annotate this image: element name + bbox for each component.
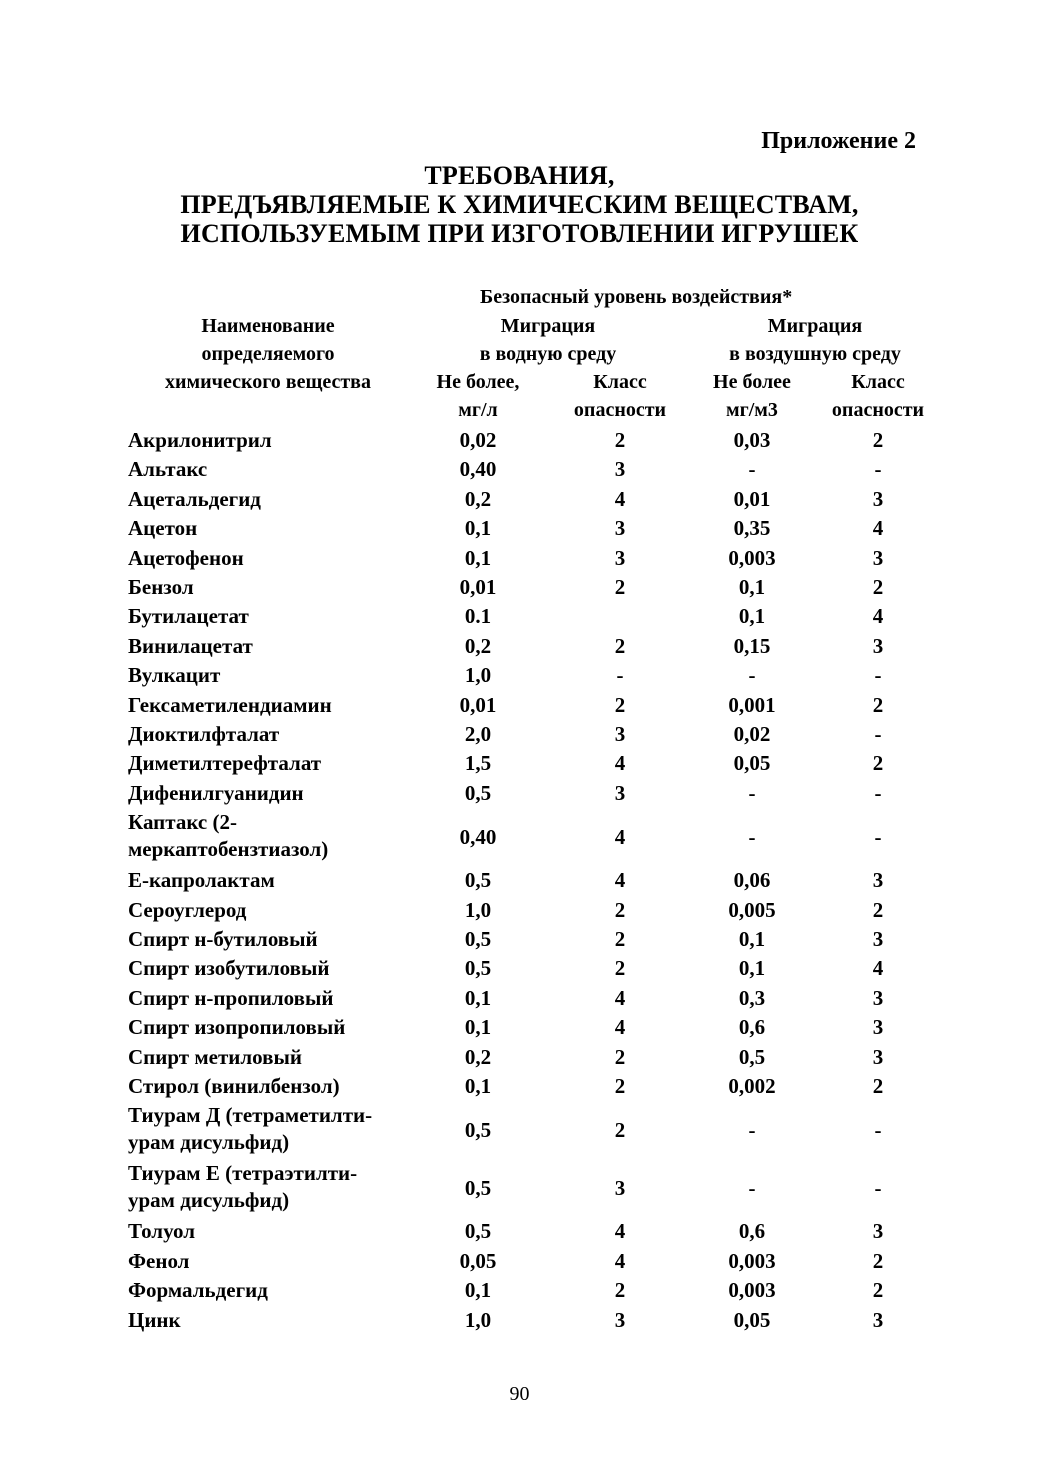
- air-class-value: 2: [872, 1278, 884, 1303]
- substance-name: [128, 427, 272, 454]
- air-limit-value: -: [748, 825, 756, 850]
- water-limit-value: 1,0: [464, 897, 492, 922]
- header-safe-level: Безопасный уровень воздействия*: [480, 286, 793, 308]
- water-class-value: 2: [614, 1074, 626, 1098]
- air-class-value: -: [874, 663, 882, 688]
- substance-name: [128, 750, 321, 777]
- table-row: [0, 926, 1039, 955]
- water-class-value: 2: [614, 633, 626, 658]
- water-limit-value: 0,2: [464, 1044, 492, 1069]
- air-limit-value: 0,1: [738, 927, 766, 951]
- water-limit-value: 0,01: [459, 692, 497, 717]
- substance-name-line: Тиурам Е (тетраэтилти-: [128, 1161, 358, 1186]
- water-class-value: 3: [614, 545, 626, 570]
- table-row: [0, 780, 1039, 809]
- water-class-value: 2: [614, 1044, 626, 1069]
- air-class-value: 2: [872, 751, 884, 776]
- table-row: [0, 721, 1039, 750]
- substance-name: [128, 1102, 372, 1156]
- water-class-value: 4: [614, 985, 626, 1010]
- substance-name-line: Вулкацит: [128, 663, 221, 688]
- table-row: [0, 1160, 1039, 1218]
- header-air-limit: мг/м3: [726, 399, 778, 421]
- substance-name: [128, 486, 261, 513]
- substance-name: [128, 985, 334, 1012]
- water-class-value: 4: [614, 1248, 626, 1273]
- substance-name-line: Спирт метиловый: [128, 1044, 302, 1069]
- air-class-value: -: [874, 780, 882, 805]
- air-limit-value: 0,03: [733, 428, 771, 452]
- water-class-value: 4: [614, 1015, 626, 1040]
- header-name-line: определяемого: [201, 343, 335, 365]
- air-limit-value: 0,002: [728, 1074, 776, 1098]
- table-row: [0, 1073, 1039, 1102]
- substance-name-line: Формальдегид: [128, 1278, 268, 1303]
- substance-name: [128, 515, 197, 542]
- substance-name-line: Спирт изобутиловый: [128, 956, 330, 981]
- water-limit-value: 0,5: [464, 927, 492, 951]
- air-class-value: 3: [872, 985, 884, 1010]
- water-limit-value: 0,40: [459, 825, 497, 850]
- substance-name-line: урам дисульфид): [128, 1188, 290, 1213]
- substance-name-line: Диметилтерефталат: [128, 751, 322, 776]
- air-class-value: -: [874, 1118, 882, 1143]
- header-water-group: в водную среду: [479, 343, 617, 365]
- table-row: [0, 867, 1039, 896]
- water-limit-value: 0,1: [464, 1015, 492, 1040]
- air-class-value: 3: [872, 1307, 884, 1332]
- header-air-group: Миграция: [767, 315, 863, 337]
- table-row: [0, 1102, 1039, 1160]
- substance-name: [128, 603, 249, 630]
- substance-name-line: Стирол (винилбензол): [128, 1074, 340, 1098]
- substance-name: [128, 926, 318, 953]
- air-limit-value: 0,6: [738, 1015, 766, 1040]
- air-class-value: 3: [872, 1219, 884, 1244]
- air-class-value: 2: [872, 428, 884, 452]
- water-class-value: 2: [614, 927, 626, 951]
- water-limit-value: 0,1: [464, 545, 492, 570]
- header-water-class: Класс: [593, 371, 647, 393]
- substance-name-line: Фенол: [128, 1248, 190, 1273]
- water-class-value: 2: [614, 692, 626, 717]
- air-class-value: 3: [872, 486, 884, 511]
- water-limit-value: 2,0: [464, 722, 492, 746]
- substance-name: [128, 809, 328, 863]
- air-limit-value: 0,06: [733, 868, 771, 893]
- water-class-value: 3: [614, 1176, 626, 1201]
- air-limit-value: 0,01: [733, 486, 771, 511]
- air-limit-value: 0,1: [738, 604, 766, 629]
- water-limit-value: 0,40: [459, 457, 497, 482]
- air-class-value: 2: [872, 1074, 884, 1098]
- table-row: [0, 574, 1039, 603]
- substance-name: [128, 1014, 345, 1041]
- substance-name-line: Винилацетат: [128, 633, 253, 658]
- water-class-value: 4: [614, 486, 626, 511]
- header-name-line: химического вещества: [165, 371, 371, 393]
- header-air-class: Класс: [851, 371, 905, 393]
- substance-name-line: Спирт н-пропиловый: [128, 985, 334, 1010]
- air-class-value: 2: [872, 897, 884, 922]
- substance-name: [128, 456, 207, 483]
- air-limit-value: 0,05: [733, 751, 771, 776]
- substance-name: [128, 897, 246, 924]
- table-row: [0, 1044, 1039, 1073]
- water-limit-value: 0,05: [459, 1248, 497, 1273]
- substance-name: [128, 545, 244, 572]
- table-row: [0, 1277, 1039, 1306]
- air-class-value: 4: [872, 956, 884, 981]
- title-line: ТРЕБОВАНИЯ,: [424, 161, 615, 190]
- substance-name-line: урам дисульфид): [128, 1130, 290, 1155]
- water-class-value: 4: [614, 825, 626, 850]
- substance-name: [128, 867, 275, 894]
- header-water-limit: мг/л: [458, 399, 498, 421]
- title-line: ИСПОЛЬЗУЕМЫМ ПРИ ИЗГОТОВЛЕНИИ ИГРУШЕК: [180, 219, 859, 248]
- substance-name: [128, 574, 194, 601]
- air-class-value: 3: [872, 868, 884, 893]
- header-air-group: в воздушную среду: [729, 343, 901, 365]
- substance-name: [128, 1218, 195, 1245]
- substance-name: [128, 1277, 268, 1304]
- substance-name-line: Бутилацетат: [128, 604, 249, 629]
- water-limit-value: 0,01: [459, 575, 497, 599]
- water-limit-value: 0,2: [464, 486, 492, 511]
- document-title: [0, 161, 1039, 248]
- water-class-value: 3: [614, 722, 626, 746]
- water-class-value: 4: [614, 751, 626, 776]
- substance-name-line: Тиурам Д (тетраметилти-: [128, 1103, 373, 1128]
- water-limit-value: 0,5: [464, 868, 492, 893]
- table-row: [0, 662, 1039, 691]
- header-water-limit: Не более,: [436, 371, 520, 393]
- air-class-value: 3: [872, 545, 884, 570]
- water-limit-value: 0,1: [464, 1278, 492, 1303]
- water-limit-value: 1,5: [464, 751, 492, 776]
- substance-name: [128, 662, 220, 689]
- water-limit-value: 0,1: [464, 985, 492, 1010]
- title-line: ПРЕДЪЯВЛЯЕМЫЕ К ХИМИЧЕСКИМ ВЕЩЕСТВАМ,: [180, 190, 859, 219]
- air-class-value: 3: [872, 1044, 884, 1069]
- air-limit-value: 0,1: [738, 575, 766, 599]
- air-class-value: -: [874, 1176, 882, 1201]
- air-class-value: 4: [872, 516, 884, 541]
- air-limit-value: 0,001: [728, 692, 776, 717]
- water-limit-value: 0,1: [464, 516, 492, 541]
- substance-name-line: Диоктилфталат: [128, 722, 280, 746]
- substance-name-line: Цинк: [128, 1307, 181, 1332]
- air-limit-value: 0,02: [733, 722, 771, 746]
- table-row: [0, 603, 1039, 632]
- table-row: [0, 515, 1039, 544]
- substance-name-line: Ацетофенон: [128, 545, 244, 570]
- water-limit-value: 0,2: [464, 633, 492, 658]
- air-limit-value: 0,5: [738, 1044, 766, 1069]
- water-class-value: 2: [614, 897, 626, 922]
- header-air-class: опасности: [831, 399, 925, 421]
- substance-name: [128, 692, 332, 719]
- water-limit-value: 1,0: [464, 1307, 492, 1332]
- substance-name: [128, 1073, 340, 1100]
- substance-name-line: Толуол: [128, 1219, 196, 1244]
- water-class-value: 3: [614, 457, 626, 482]
- table-row: [0, 456, 1039, 485]
- water-limit-value: 0,5: [464, 780, 492, 805]
- table-row: [0, 1248, 1039, 1277]
- water-limit-value: 0,5: [464, 956, 492, 981]
- substance-name: [128, 1044, 302, 1071]
- water-limit-value: 0,5: [464, 1219, 492, 1244]
- substance-name: [128, 780, 304, 807]
- page-number: 90: [509, 1383, 530, 1405]
- air-limit-value: 0,6: [738, 1219, 766, 1244]
- table-row: [0, 1218, 1039, 1247]
- substance-name-line: Дифенилгуанидин: [128, 780, 304, 805]
- table-row: [0, 486, 1039, 515]
- substance-name-line: Е-капролактам: [128, 868, 275, 893]
- substance-name-line: Сероуглерод: [128, 897, 247, 922]
- air-limit-value: 0,003: [728, 1248, 776, 1273]
- substance-name-line: Спирт изопропиловый: [128, 1015, 346, 1040]
- appendix-label: Приложение 2: [761, 128, 916, 154]
- substance-name: [128, 1307, 181, 1334]
- water-class-value: 2: [614, 575, 626, 599]
- header-name-line: Наименование: [201, 315, 335, 337]
- water-limit-value: 0,02: [459, 428, 497, 452]
- air-class-value: 3: [872, 633, 884, 658]
- table-row: [0, 1307, 1039, 1336]
- air-class-value: -: [874, 457, 882, 482]
- substance-name-line: Акрилонитрил: [128, 428, 272, 452]
- substance-name: [128, 633, 253, 660]
- substance-name-line: Ацетон: [128, 516, 198, 541]
- table-row: [0, 750, 1039, 779]
- substance-name-line: Спирт н-бутиловый: [128, 927, 318, 951]
- water-class-value: 3: [614, 516, 626, 541]
- air-limit-value: 0,003: [728, 545, 776, 570]
- substance-name-line: Бензол: [128, 575, 194, 599]
- air-class-value: 3: [872, 1015, 884, 1040]
- table-row: [0, 985, 1039, 1014]
- air-limit-value: -: [748, 780, 756, 805]
- air-limit-value: -: [748, 1118, 756, 1143]
- substance-name-line: Ацетальдегид: [128, 486, 261, 511]
- water-class-value: 2: [614, 956, 626, 981]
- air-limit-value: 0,3: [738, 985, 766, 1010]
- water-class-value: 2: [614, 1118, 626, 1143]
- header-water-group: Миграция: [500, 315, 596, 337]
- water-class-value: 4: [614, 1219, 626, 1244]
- air-limit-value: -: [748, 457, 756, 482]
- water-class-value: 3: [614, 1307, 626, 1332]
- header-water-class: опасности: [573, 399, 667, 421]
- water-class-value: 3: [614, 780, 626, 805]
- table-row: [0, 809, 1039, 867]
- air-class-value: -: [874, 825, 882, 850]
- air-limit-value: 0,15: [733, 633, 771, 658]
- air-limit-value: -: [748, 1176, 756, 1201]
- substance-name-line: Каптакс (2-: [128, 810, 237, 835]
- table-row: [0, 1014, 1039, 1043]
- table-row: [0, 692, 1039, 721]
- water-limit-value: 0.1: [464, 604, 492, 629]
- air-class-value: 2: [872, 1248, 884, 1273]
- water-limit-value: 0,5: [464, 1176, 492, 1201]
- air-limit-value: 0,05: [733, 1307, 771, 1332]
- table-row: [0, 955, 1039, 984]
- air-class-value: 4: [872, 604, 884, 629]
- substance-name-line: Гексаметилендиамин: [128, 692, 332, 717]
- table-row: [0, 897, 1039, 926]
- table-row: [0, 545, 1039, 574]
- header-air-limit: Не более: [713, 371, 791, 393]
- air-limit-value: -: [748, 663, 756, 688]
- table-row: [0, 427, 1039, 456]
- water-class-value: 2: [614, 1278, 626, 1303]
- substance-name-line: меркаптобензтиазол): [128, 837, 329, 862]
- substance-name: [128, 1248, 189, 1275]
- air-class-value: 2: [872, 692, 884, 717]
- air-limit-value: 0,35: [733, 516, 771, 541]
- water-limit-value: 0,5: [464, 1118, 492, 1143]
- air-class-value: 2: [872, 575, 884, 599]
- air-class-value: -: [874, 722, 882, 746]
- water-limit-value: 1,0: [464, 663, 492, 688]
- water-class-value: 4: [614, 868, 626, 893]
- substance-name: [128, 721, 279, 748]
- water-limit-value: 0,1: [464, 1074, 492, 1098]
- air-limit-value: 0,1: [738, 956, 766, 981]
- water-class-value: -: [616, 663, 624, 688]
- substance-name: [128, 955, 329, 982]
- air-limit-value: 0,003: [728, 1278, 776, 1303]
- substance-name: [128, 1160, 357, 1214]
- air-class-value: 3: [872, 927, 884, 951]
- substance-name-line: Альтакс: [128, 457, 208, 482]
- table-row: [0, 633, 1039, 662]
- water-class-value: 2: [614, 428, 626, 452]
- air-limit-value: 0,005: [728, 897, 776, 922]
